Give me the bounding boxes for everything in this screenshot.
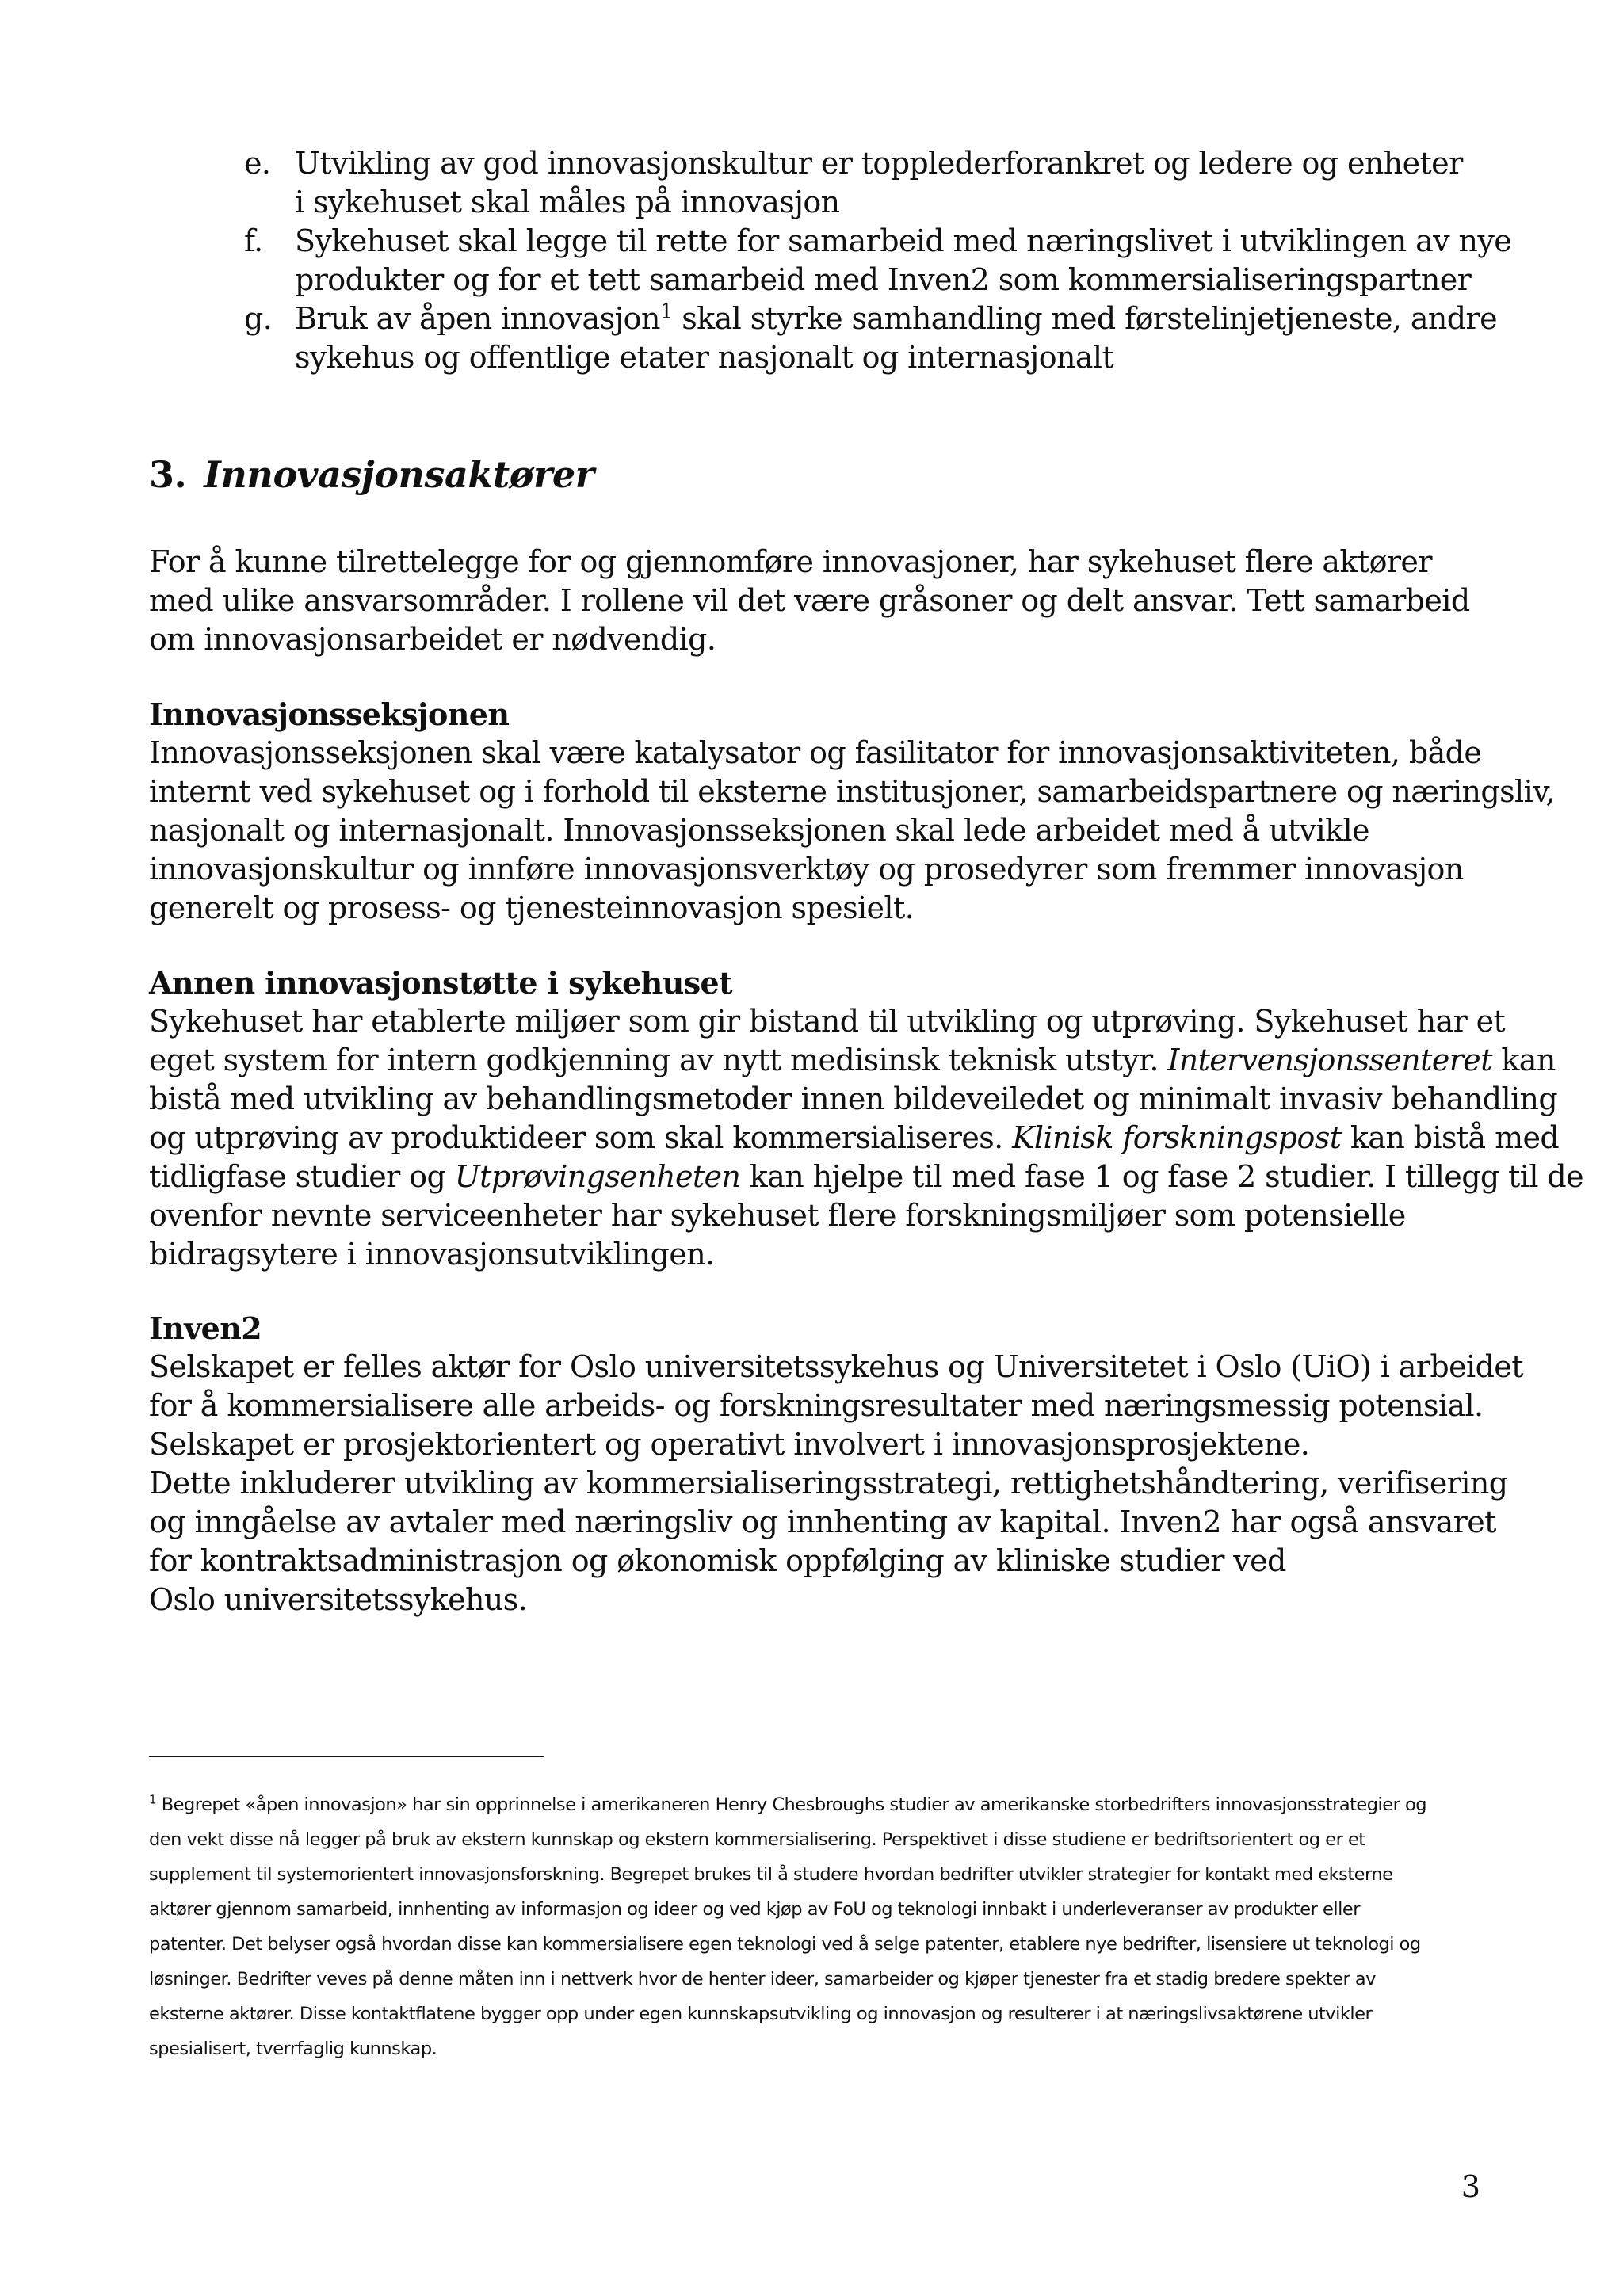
- paragraph-line: [149, 1041, 1556, 1080]
- paragraph-line: om innovasjonsarbeidet er nødvendig.: [149, 622, 716, 657]
- paragraph-line: innovasjonskultur og innføre innovasjonsverktøy og prosedyrer som fremmer innovasjon: [149, 852, 1464, 887]
- paragraph-line: [149, 1158, 1583, 1196]
- paragraph-line: internt ved sykehuset og i forhold til eksterne institusjoner, samarbeidspartnere og næringsliv,: [149, 774, 1555, 809]
- section-number: 3.: [149, 453, 187, 496]
- annen-section: [149, 963, 1583, 1274]
- paragraph-line: nasjonalt og internasjonalt. Innovasjonsseksjonen skal lede arbeidet med å utvikle: [149, 813, 1369, 848]
- goals-list: [244, 144, 1512, 377]
- subsection-title: Inven2: [149, 1310, 262, 1346]
- list-marker: g.: [244, 301, 273, 336]
- list-item: [244, 299, 1497, 377]
- list-item-line: sykehus og offentlige etater nasjonalt og internasjonalt: [295, 340, 1114, 375]
- paragraph-line: og inngåelse av avtaler med næringsliv og innhenting av kapital. Inven2 har også ansvaret: [149, 1505, 1496, 1539]
- paragraph-line: bistå med utvikling av behandlingsmetoder innen bildeveiledet og minimalt invasiv behandling: [149, 1081, 1558, 1116]
- section-title: Innovasjonsaktører: [204, 453, 594, 496]
- emphasis-intervensjonssenteret: Intervensjonssenteret: [1167, 1043, 1492, 1077]
- paragraph-line: Selskapet er prosjektorientert og operativt involvert i innovasjonsprosjektene.: [149, 1427, 1310, 1462]
- footnote-text: Begrepet «åpen innovasjon» har sin opprinnelse i amerikaneren Henry Chesbroughs studier av amerikanske storbedrifters innovasjonsstrategier og: [156, 1794, 1427, 1815]
- paragraph-line: bidragsytere i innovasjonsutviklingen.: [149, 1237, 715, 1272]
- text-run: tidligfase studier og: [149, 1159, 455, 1194]
- text-run: kan: [1491, 1043, 1556, 1077]
- page-number: 3: [1461, 2169, 1480, 2204]
- text-run: kan bistå med: [1341, 1120, 1560, 1155]
- footnote-line: spesialisert, tverrfaglig kunnskap.: [149, 2039, 437, 2059]
- text-run: og utprøving av produktideer som skal kommersialiseres.: [149, 1120, 1013, 1155]
- paragraph-line: Sykehuset har etablerte miljøer som gir bistand til utvikling og utprøving. Sykehuset har et: [149, 1004, 1506, 1039]
- footnote-line: patenter. Det belyser også hvordan disse kan kommersialisere egen teknologi ved å selge patenter, etablere nye bedrifter, lisensiere ut teknologi og: [149, 1934, 1421, 1955]
- list-item-line: Utvikling av god innovasjonskultur er topplederforankret og ledere og enheter: [295, 146, 1463, 181]
- intro-paragraph: [149, 543, 1512, 659]
- footnote: [149, 1787, 1512, 2066]
- list-item: [244, 144, 1480, 222]
- list-marker: f.: [244, 223, 263, 258]
- paragraph-line: Dette inkluderer utvikling av kommersialiseringsstrategi, rettighetshåndtering, verifisering: [149, 1466, 1508, 1501]
- emphasis-utprovingsenheten: Utprøvingsenheten: [454, 1159, 741, 1194]
- inven2-section: [149, 1309, 1523, 1619]
- paragraph-line: For å kunne tilrettelegge for og gjennomføre innovasjoner, har sykehuset flere aktører: [149, 544, 1432, 579]
- list-item-line: [295, 299, 1497, 338]
- paragraph-line: generelt og prosess- og tjenesteinnovasjon spesielt.: [149, 891, 915, 925]
- paragraph-line: ovenfor nevnte serviceenheter har sykehuset flere forskningsmiljøer som potensielle: [149, 1198, 1406, 1233]
- footnote-line: aktører gjennom samarbeid, innhenting av informasjon og ideer og ved kjøp av FoU og teknologi innbakt i underleveranser av produkter eller: [149, 1899, 1360, 1920]
- paragraph-line: Oslo universitetssykehus.: [149, 1582, 528, 1617]
- footnote-divider: [149, 1756, 544, 1757]
- list-item-text: Bruk av åpen innovasjon: [295, 301, 660, 336]
- footnote-line: den vekt disse nå legger på bruk av ekstern kunnskap og ekstern kommersialisering. Perspektivet i disse studiene er bedriftsorientert og er et: [149, 1829, 1365, 1850]
- paragraph-line: [149, 1119, 1560, 1158]
- footnote-reference[interactable]: 1: [659, 299, 673, 324]
- paragraph-line: for å kommersialisere alle arbeids- og forskningsresultater med næringsmessig potensial.: [149, 1388, 1484, 1423]
- list-item-line: Sykehuset skal legge til rette for samarbeid med næringslivet i utviklingen av nye: [295, 223, 1512, 258]
- footnote-line: løsninger. Bedrifter veves på denne måten inn i nettverk hvor de henter ideer, samarbeider og kjøper tjenester fra et stadig bredere spekter av: [149, 1969, 1376, 1989]
- list-item-line: produkter og for et tett samarbeid med Inven2 som kommersialiseringspartner: [295, 262, 1472, 297]
- paragraph-line: Selskapet er felles aktør for Oslo universitetssykehus og Universitetet i Oslo (UiO) i arbeidet: [149, 1349, 1523, 1384]
- paragraph-line: Innovasjonsseksjonen skal være katalysator og fasilitator for innovasjonsaktiviteten, både: [149, 735, 1482, 770]
- list-item: [244, 222, 1512, 299]
- footnote-marker: 1: [149, 1792, 157, 1807]
- footnote-line: supplement til systemorientert innovasjonsforskning. Begrepet brukes til å studere hvordan bedrifter utvikler strategier for kontakt med eksterne: [149, 1864, 1393, 1885]
- paragraph-line: for kontraktsadministrasjon og økonomisk oppfølging av kliniske studier ved: [149, 1543, 1286, 1578]
- subsection-title: Innovasjonsseksjonen: [149, 696, 510, 732]
- footnote-line: eksterne aktører. Disse kontaktflatene bygger opp under egen kunnskapsutvikling og innovasjon og resulterer i at næringslivsaktørene utvikler: [149, 2004, 1373, 2024]
- emphasis-klinisk-forskningspost: Klinisk forskningspost: [1012, 1120, 1342, 1155]
- section-heading: [149, 453, 594, 496]
- list-marker: e.: [244, 146, 271, 181]
- seksjonen-section: [149, 695, 1555, 928]
- list-item-line: i sykehuset skal måles på innovasjon: [295, 185, 840, 219]
- text-run: kan hjelpe til med fase 1 og fase 2 studier. I tillegg til de: [740, 1159, 1583, 1194]
- footnote-line: [149, 1787, 1512, 1822]
- subsection-title: Annen innovasjonstøtte i sykehuset: [149, 965, 733, 1001]
- text-run: eget system for intern godkjenning av nytt medisinsk teknisk utstyr.: [149, 1043, 1168, 1077]
- list-item-text: skal styrke samhandling med førstelinjetjeneste, andre: [672, 301, 1497, 336]
- paragraph-line: med ulike ansvarsområder. I rollene vil det være gråsoner og delt ansvar. Tett samarbeid: [149, 583, 1470, 618]
